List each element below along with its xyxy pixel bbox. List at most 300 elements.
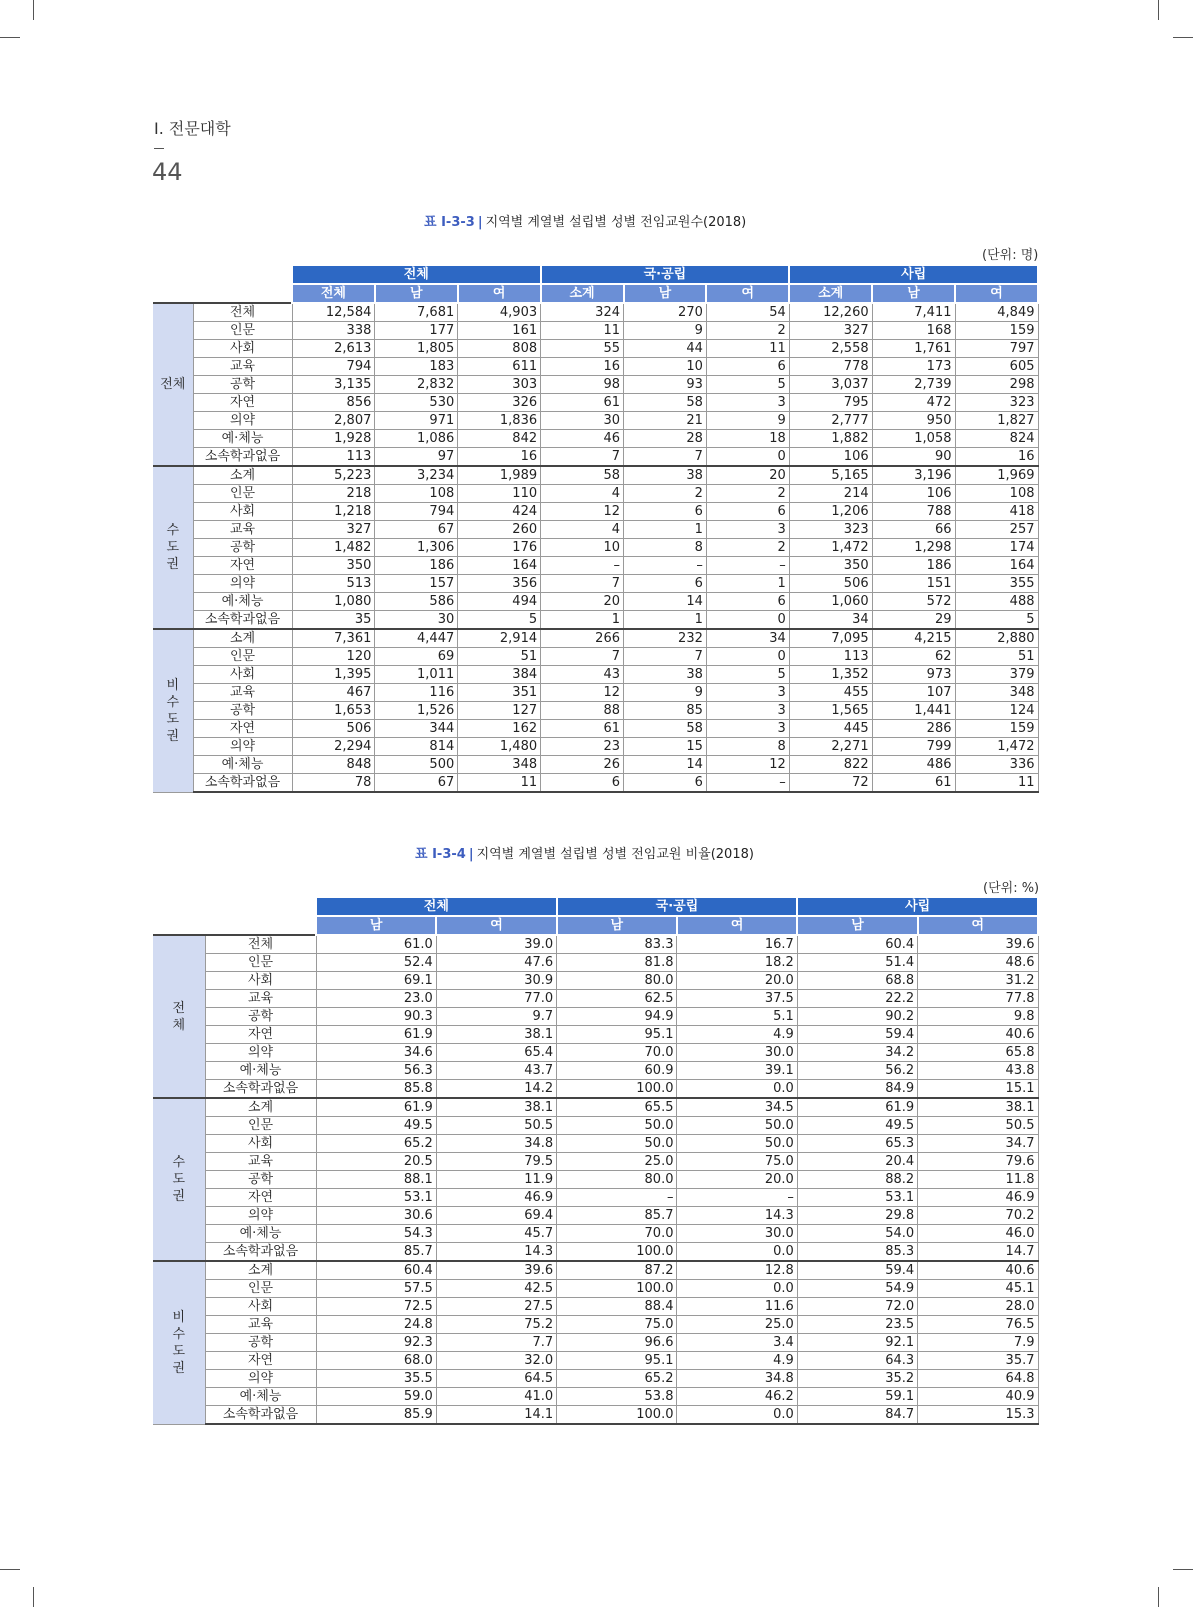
value-cell: 35.2 xyxy=(797,1370,917,1388)
value-cell: 186 xyxy=(872,557,955,575)
table-row xyxy=(153,430,1038,448)
value-cell: 6 xyxy=(706,593,789,611)
region-char: 비 xyxy=(166,677,180,693)
field-label: 소계 xyxy=(205,1098,316,1117)
table-row xyxy=(153,303,1038,322)
value-cell: 58 xyxy=(624,720,707,738)
table-row xyxy=(153,503,1038,521)
value-cell: 25.0 xyxy=(557,1153,677,1171)
value-cell: 4,447 xyxy=(375,629,458,648)
value-cell: 1,482 xyxy=(292,539,375,557)
value-cell: 797 xyxy=(955,340,1038,358)
value-cell: 20.4 xyxy=(797,1153,917,1171)
table2 xyxy=(153,896,1039,1425)
region-char: 수 xyxy=(166,694,180,710)
value-cell: 3 xyxy=(706,521,789,539)
value-cell: 799 xyxy=(872,738,955,756)
value-cell: 25.0 xyxy=(677,1316,797,1334)
value-cell: 1,565 xyxy=(789,702,872,720)
table-row xyxy=(153,629,1038,648)
value-cell: 108 xyxy=(375,485,458,503)
value-cell: 1,472 xyxy=(789,539,872,557)
value-cell: 9 xyxy=(624,684,707,702)
value-cell: 54.0 xyxy=(797,1225,917,1243)
column-header: 여 xyxy=(677,916,797,935)
value-cell: 2,613 xyxy=(292,340,375,358)
table-row xyxy=(153,1135,1038,1153)
field-label: 인문 xyxy=(193,648,292,666)
field-label: 공학 xyxy=(205,1171,316,1189)
value-cell: – xyxy=(541,557,624,575)
table-row xyxy=(153,666,1038,684)
field-label: 교육 xyxy=(205,1153,316,1171)
value-cell: 176 xyxy=(458,539,541,557)
value-cell: 56.3 xyxy=(316,1062,436,1080)
value-cell: 88.1 xyxy=(316,1171,436,1189)
value-cell: 424 xyxy=(458,503,541,521)
value-cell: 1,306 xyxy=(375,539,458,557)
table-row xyxy=(153,1044,1038,1062)
value-cell: 67 xyxy=(375,774,458,793)
field-label: 인문 xyxy=(193,322,292,340)
value-cell: 16 xyxy=(458,448,541,467)
value-cell: 39.6 xyxy=(918,935,1038,954)
value-cell: 15 xyxy=(624,738,707,756)
value-cell: 14 xyxy=(624,593,707,611)
value-cell: 2,739 xyxy=(872,376,955,394)
value-cell: 39.0 xyxy=(436,935,556,954)
value-cell: 51 xyxy=(458,648,541,666)
column-header: 소계 xyxy=(789,284,872,303)
table-row xyxy=(153,521,1038,539)
value-cell: 7.7 xyxy=(436,1334,556,1352)
value-cell: 506 xyxy=(292,720,375,738)
table2-title: 지역별 계열별 설립별 성별 전임교원 비율(2018) xyxy=(476,847,754,862)
value-cell: 29.8 xyxy=(797,1207,917,1225)
value-cell: 323 xyxy=(789,521,872,539)
table-row xyxy=(153,1080,1038,1099)
value-cell: 605 xyxy=(955,358,1038,376)
table-row xyxy=(153,1098,1038,1117)
value-cell: 494 xyxy=(458,593,541,611)
value-cell: 65.8 xyxy=(918,1044,1038,1062)
value-cell: 39.1 xyxy=(677,1062,797,1080)
value-cell: 348 xyxy=(955,684,1038,702)
column-header: 여 xyxy=(918,916,1038,935)
value-cell: 5.1 xyxy=(677,1008,797,1026)
value-cell: 90.2 xyxy=(797,1008,917,1026)
table-row xyxy=(153,1026,1038,1044)
field-label: 자연 xyxy=(205,1352,316,1370)
value-cell: 5 xyxy=(706,666,789,684)
value-cell: 35.7 xyxy=(918,1352,1038,1370)
table-row xyxy=(153,935,1038,954)
value-cell: 38.1 xyxy=(436,1098,556,1117)
column-header: 여 xyxy=(458,284,541,303)
value-cell: 1,761 xyxy=(872,340,955,358)
value-cell: 21 xyxy=(624,412,707,430)
value-cell: 611 xyxy=(458,358,541,376)
value-cell: 76.5 xyxy=(918,1316,1038,1334)
value-cell: 70.2 xyxy=(918,1207,1038,1225)
crop-mark xyxy=(0,37,20,38)
value-cell: 324 xyxy=(541,303,624,322)
value-cell: 107 xyxy=(872,684,955,702)
value-cell: 26 xyxy=(541,756,624,774)
value-cell: 418 xyxy=(955,503,1038,521)
value-cell: 1 xyxy=(541,611,624,630)
value-cell: 58 xyxy=(624,394,707,412)
value-cell: 43 xyxy=(541,666,624,684)
value-cell: 4.9 xyxy=(677,1352,797,1370)
table-row xyxy=(153,322,1038,340)
value-cell: 183 xyxy=(375,358,458,376)
table-row xyxy=(153,1117,1038,1135)
region-label xyxy=(153,1098,205,1261)
value-cell: 2,832 xyxy=(375,376,458,394)
field-label: 의약 xyxy=(193,412,292,430)
value-cell: 40.6 xyxy=(918,1261,1038,1280)
crop-mark xyxy=(1158,1587,1159,1607)
value-cell: 351 xyxy=(458,684,541,702)
value-cell: 2 xyxy=(706,485,789,503)
table-row xyxy=(153,1225,1038,1243)
value-cell: 31.2 xyxy=(918,972,1038,990)
value-cell: 65.2 xyxy=(316,1135,436,1153)
table-row xyxy=(153,1334,1038,1352)
value-cell: 59.4 xyxy=(797,1026,917,1044)
field-label: 소계 xyxy=(205,1261,316,1280)
value-cell: 72.5 xyxy=(316,1298,436,1316)
table1-label: 표 Ⅰ-3-3 xyxy=(424,215,475,230)
value-cell: 80.0 xyxy=(557,972,677,990)
header-blank xyxy=(153,916,316,935)
header-blank xyxy=(153,897,316,916)
table-row xyxy=(153,1298,1038,1316)
value-cell: 3,037 xyxy=(789,376,872,394)
value-cell: 0.0 xyxy=(677,1406,797,1425)
value-cell: 486 xyxy=(872,756,955,774)
field-label: 의약 xyxy=(205,1207,316,1225)
value-cell: 6 xyxy=(706,358,789,376)
value-cell: 51 xyxy=(955,648,1038,666)
column-header: 소계 xyxy=(541,284,624,303)
value-cell: 5 xyxy=(706,376,789,394)
header-blank xyxy=(153,265,292,284)
value-cell: 4,215 xyxy=(872,629,955,648)
region-char: 수 xyxy=(172,1155,186,1170)
table-row xyxy=(153,702,1038,720)
value-cell: 14.3 xyxy=(677,1207,797,1225)
value-cell: 794 xyxy=(292,358,375,376)
value-cell: 38.1 xyxy=(436,1026,556,1044)
value-cell: 15.1 xyxy=(918,1080,1038,1099)
group-header: 국·공립 xyxy=(557,897,798,916)
value-cell: – xyxy=(677,1189,797,1207)
region-char: 도 xyxy=(172,1172,186,1187)
value-cell: 1,060 xyxy=(789,593,872,611)
value-cell: 79.6 xyxy=(918,1153,1038,1171)
table2-caption xyxy=(415,843,754,862)
table-row xyxy=(153,557,1038,575)
value-cell: 79.5 xyxy=(436,1153,556,1171)
value-cell: 2,880 xyxy=(955,629,1038,648)
value-cell: 106 xyxy=(872,485,955,503)
value-cell: 88.2 xyxy=(797,1171,917,1189)
value-cell: 113 xyxy=(789,648,872,666)
value-cell: 338 xyxy=(292,322,375,340)
value-cell: 94.9 xyxy=(557,1008,677,1026)
field-label: 인문 xyxy=(205,1117,316,1135)
value-cell: 9.7 xyxy=(436,1008,556,1026)
value-cell: 85.3 xyxy=(797,1243,917,1262)
value-cell: 814 xyxy=(375,738,458,756)
value-cell: 58 xyxy=(541,466,624,485)
value-cell: 1,441 xyxy=(872,702,955,720)
value-cell: 61 xyxy=(541,720,624,738)
crop-mark xyxy=(33,0,34,20)
region-label xyxy=(153,466,193,629)
value-cell: 69.1 xyxy=(316,972,436,990)
table-row xyxy=(153,1406,1038,1425)
value-cell: 303 xyxy=(458,376,541,394)
value-cell: 5 xyxy=(955,611,1038,630)
value-cell: 350 xyxy=(789,557,872,575)
value-cell: 53.1 xyxy=(316,1189,436,1207)
value-cell: 16.7 xyxy=(677,935,797,954)
value-cell: 92.1 xyxy=(797,1334,917,1352)
value-cell: 72 xyxy=(789,774,872,793)
value-cell: 3 xyxy=(706,702,789,720)
value-cell: 500 xyxy=(375,756,458,774)
table-row xyxy=(153,575,1038,593)
field-label: 소속학과없음 xyxy=(193,611,292,630)
column-header: 남 xyxy=(557,916,677,935)
value-cell: 842 xyxy=(458,430,541,448)
value-cell: 348 xyxy=(458,756,541,774)
value-cell: 50.5 xyxy=(436,1117,556,1135)
value-cell: 30 xyxy=(541,412,624,430)
value-cell: 35 xyxy=(292,611,375,630)
group-header: 전체 xyxy=(316,897,557,916)
value-cell: 34.8 xyxy=(677,1370,797,1388)
value-cell: 69.4 xyxy=(436,1207,556,1225)
value-cell: 218 xyxy=(292,485,375,503)
table1 xyxy=(153,264,1039,793)
column-header: 남 xyxy=(375,284,458,303)
field-label: 의약 xyxy=(205,1044,316,1062)
value-cell: 23.0 xyxy=(316,990,436,1008)
value-cell: 40.6 xyxy=(918,1026,1038,1044)
field-label: 소속학과없음 xyxy=(193,774,292,793)
table-row xyxy=(153,1280,1038,1298)
region-char: 도 xyxy=(166,540,180,555)
group-header: 국·공립 xyxy=(541,265,790,284)
value-cell: 157 xyxy=(375,575,458,593)
value-cell: 16 xyxy=(541,358,624,376)
value-cell: 266 xyxy=(541,629,624,648)
field-label: 사회 xyxy=(205,1298,316,1316)
table-row xyxy=(153,972,1038,990)
value-cell: 110 xyxy=(458,485,541,503)
value-cell: 32.0 xyxy=(436,1352,556,1370)
table-row xyxy=(153,358,1038,376)
field-label: 공학 xyxy=(205,1008,316,1026)
value-cell: 29 xyxy=(872,611,955,630)
value-cell: 6 xyxy=(624,575,707,593)
value-cell: 2 xyxy=(624,485,707,503)
value-cell: 232 xyxy=(624,629,707,648)
table-row xyxy=(153,1207,1038,1225)
value-cell: 506 xyxy=(789,575,872,593)
value-cell: 108 xyxy=(955,485,1038,503)
table-row xyxy=(153,340,1038,358)
page-number: 44 xyxy=(152,158,183,186)
value-cell: 173 xyxy=(872,358,955,376)
value-cell: 95.1 xyxy=(557,1026,677,1044)
value-cell: 298 xyxy=(955,376,1038,394)
region-char: 수 xyxy=(166,523,180,538)
value-cell: 30 xyxy=(375,611,458,630)
value-cell: 2,777 xyxy=(789,412,872,430)
value-cell: 50.0 xyxy=(557,1117,677,1135)
value-cell: 1,805 xyxy=(375,340,458,358)
value-cell: 7.9 xyxy=(918,1334,1038,1352)
value-cell: 46 xyxy=(541,430,624,448)
value-cell: 16 xyxy=(955,448,1038,467)
value-cell: 794 xyxy=(375,503,458,521)
field-label: 교육 xyxy=(205,990,316,1008)
region-char: 권 xyxy=(172,1189,186,1204)
value-cell: 39.6 xyxy=(436,1261,556,1280)
value-cell: 30.0 xyxy=(677,1225,797,1243)
value-cell: 0 xyxy=(706,648,789,666)
value-cell: 11 xyxy=(458,774,541,793)
table-row xyxy=(153,774,1038,793)
table2-unit: (단위: %) xyxy=(983,881,1040,896)
value-cell: 6 xyxy=(706,503,789,521)
value-cell: 11.9 xyxy=(436,1171,556,1189)
table-row xyxy=(153,1352,1038,1370)
field-label: 전체 xyxy=(205,935,316,954)
value-cell: 30.9 xyxy=(436,972,556,990)
value-cell: 1,206 xyxy=(789,503,872,521)
value-cell: 12 xyxy=(706,756,789,774)
value-cell: 65.4 xyxy=(436,1044,556,1062)
value-cell: 45.7 xyxy=(436,1225,556,1243)
value-cell: 77.0 xyxy=(436,990,556,1008)
column-header: 여 xyxy=(436,916,556,935)
value-cell: 1,989 xyxy=(458,466,541,485)
value-cell: 0.0 xyxy=(677,1080,797,1099)
value-cell: 11.8 xyxy=(918,1171,1038,1189)
region-char: 비 xyxy=(172,1309,186,1325)
value-cell: 75.2 xyxy=(436,1316,556,1334)
value-cell: 1 xyxy=(624,521,707,539)
value-cell: 14 xyxy=(624,756,707,774)
value-cell: 85.7 xyxy=(316,1243,436,1262)
value-cell: 0 xyxy=(706,448,789,467)
table-row xyxy=(153,1062,1038,1080)
column-header: 남 xyxy=(872,284,955,303)
value-cell: 11 xyxy=(955,774,1038,793)
value-cell: 44 xyxy=(624,340,707,358)
crop-mark xyxy=(1173,1569,1193,1570)
value-cell: 1,058 xyxy=(872,430,955,448)
region-char: 권 xyxy=(166,557,180,572)
value-cell: 95.1 xyxy=(557,1352,677,1370)
value-cell: 350 xyxy=(292,557,375,575)
column-header: 남 xyxy=(797,916,917,935)
value-cell: 85 xyxy=(624,702,707,720)
value-cell: 1,395 xyxy=(292,666,375,684)
value-cell: 530 xyxy=(375,394,458,412)
value-cell: 6 xyxy=(624,774,707,793)
value-cell: 22.2 xyxy=(797,990,917,1008)
value-cell: 60.9 xyxy=(557,1062,677,1080)
crop-mark xyxy=(1173,37,1193,38)
value-cell: 6 xyxy=(541,774,624,793)
value-cell: 72.0 xyxy=(797,1298,917,1316)
region-label: 전체 xyxy=(153,303,193,466)
value-cell: 97 xyxy=(375,448,458,467)
value-cell: 355 xyxy=(955,575,1038,593)
value-cell: 778 xyxy=(789,358,872,376)
value-cell: 3 xyxy=(706,394,789,412)
value-cell: 11.6 xyxy=(677,1298,797,1316)
field-label: 전체 xyxy=(193,303,292,322)
value-cell: 87.2 xyxy=(557,1261,677,1280)
value-cell: 3.4 xyxy=(677,1334,797,1352)
field-label: 사회 xyxy=(205,972,316,990)
value-cell: 90 xyxy=(872,448,955,467)
table-row xyxy=(153,684,1038,702)
value-cell: 65.3 xyxy=(797,1135,917,1153)
value-cell: 1,928 xyxy=(292,430,375,448)
value-cell: 28.0 xyxy=(918,1298,1038,1316)
value-cell: 455 xyxy=(789,684,872,702)
value-cell: 12,584 xyxy=(292,303,375,322)
field-label: 의약 xyxy=(193,575,292,593)
region-label xyxy=(153,629,193,792)
value-cell: 52.4 xyxy=(316,954,436,972)
table-row xyxy=(153,756,1038,774)
table1-title: 지역별 계열별 설립별 성별 전임교원수(2018) xyxy=(485,215,747,230)
table-row xyxy=(153,1261,1038,1280)
value-cell: 2,807 xyxy=(292,412,375,430)
value-cell: 9.8 xyxy=(918,1008,1038,1026)
value-cell: 116 xyxy=(375,684,458,702)
region-char: 체 xyxy=(172,1017,186,1033)
value-cell: 113 xyxy=(292,448,375,467)
value-cell: 4.9 xyxy=(677,1026,797,1044)
value-cell: 10 xyxy=(541,539,624,557)
value-cell: 45.1 xyxy=(918,1280,1038,1298)
value-cell: 106 xyxy=(789,448,872,467)
value-cell: 24.8 xyxy=(316,1316,436,1334)
value-cell: 788 xyxy=(872,503,955,521)
value-cell: 5 xyxy=(458,611,541,630)
value-cell: 12,260 xyxy=(789,303,872,322)
value-cell: 46.9 xyxy=(436,1189,556,1207)
value-cell: 46.9 xyxy=(918,1189,1038,1207)
value-cell: 20.5 xyxy=(316,1153,436,1171)
value-cell: 92.3 xyxy=(316,1334,436,1352)
field-label: 공학 xyxy=(205,1334,316,1352)
table2-label: 표 Ⅰ-3-4 xyxy=(415,847,466,862)
table-row xyxy=(153,466,1038,485)
value-cell: 47.6 xyxy=(436,954,556,972)
